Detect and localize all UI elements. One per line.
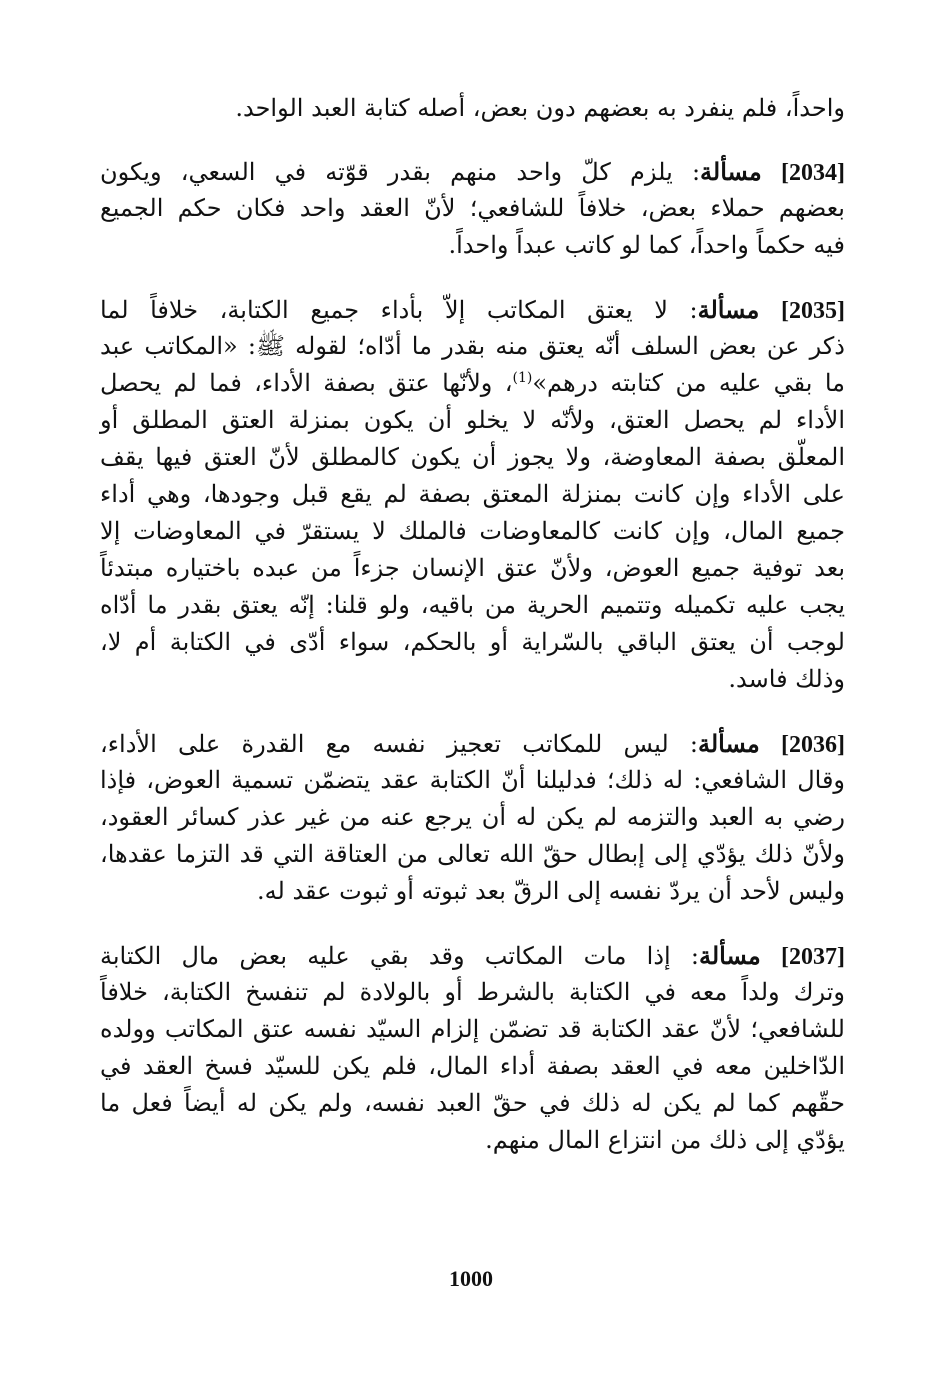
- text-line: على الأداء وإن كانت بمنزلة المعتق بصفة لم يقع قبل وجودها، وهي أداء: [100, 480, 845, 508]
- text-line: [100, 937, 845, 974]
- page-body: [100, 90, 845, 1186]
- text-line: رضي به العبد والتزمه لم يكن له أن يرجع عنه من غير عذر كسائر العقود،: [100, 803, 845, 831]
- text-line: يؤدّي إلى ذلك من انتزاع المال منهم.: [485, 1126, 845, 1154]
- issue-text: : لا يعتق المكاتب إلاّ بأداء جميع الكتابة، خلافاً لما: [100, 296, 698, 324]
- page-number: 1000: [449, 1266, 493, 1291]
- issue-number: [2035]: [781, 298, 845, 324]
- text-line: الدّاخلين معه في العقد بصفة أداء المال، فلم يكن للسيّد فسخ العقد في: [100, 1052, 845, 1080]
- text-line: وليس لأحد أن يردّ نفسه إلى الرقّ بعد ثبوته أو ثبوت عقد له.: [257, 877, 845, 905]
- issue-number: [2037]: [781, 944, 845, 970]
- text-line: فيه حكماً واحداً، كما لو كاتب عبداً واحداً.: [448, 231, 845, 259]
- text-line: واحداً، فلم ينفرد به بعضهم دون بعض، أصله كتابة العبد الواحد.: [235, 94, 845, 122]
- text-line: جميع المال، وإن كانت كالمعاوضات فالملك لا يستقرّ في المعاوضات إلا: [100, 517, 845, 545]
- text-line: بعد توفية جميع العوض، ولأنّ عتق الإنسان جزءاً من عبده باختياره مبتدئاً: [100, 554, 845, 582]
- issue-2035: [100, 291, 845, 698]
- issue-text: : ليس للمكاتب تعجيز نفسه مع القدرة على الأداء،: [100, 730, 698, 758]
- text-line: يجب عليه تكميله وتتميم الحرية من باقيه، ولو قلنا: إنّه يعتق بقدر ما أدّاه: [100, 591, 845, 619]
- issue-text: : يلزم كلّ واحد منهم بقدر قوّته في السعي، ويكون: [100, 158, 701, 186]
- issue-keyword: مسألة: [699, 941, 761, 970]
- text-line: وذلك فاسد.: [728, 665, 845, 693]
- issue-keyword: مسألة: [697, 295, 760, 324]
- text-line: وقال الشافعي: له ذلك؛ فدليلنا أنّ الكتابة عقد يتضمّن تسمية العوض، فإذا: [100, 766, 846, 794]
- issue-number: [2036]: [781, 732, 845, 758]
- text-line: [100, 153, 845, 190]
- text-line: ذكر عن بعض السلف أنّه يعتق منه بقدر ما أدّاه؛ لقوله ﷺ: «المكاتب عبد: [100, 332, 845, 360]
- text-line: [100, 725, 845, 762]
- text-line: المعلّق بصفة المعاوضة، ولا يجوز أن يكون كالمطلق لأنّ العتق فيها يقف: [100, 443, 845, 471]
- text-line: ولأنّ ذلك يؤدّي إلى إبطال حقّ الله تعالى من العتاقة التي قد التزما عقدها،: [100, 840, 846, 868]
- issue-2036: [100, 725, 845, 910]
- text-line: وترك ولداً معه في الكتابة بالشرط أو بالولادة لم تنفسخ الكتابة، خلافاً: [100, 978, 845, 1006]
- issue-text: ، ولأنّها عتق بصفة الأداء، فما لم يحصل: [100, 369, 513, 397]
- text-line: لوجب أن يعتق الباقي بالسّراية أو بالحكم، سواء أدّى في الكتابة أم لا،: [100, 628, 845, 656]
- issue-2034: [100, 153, 845, 264]
- issue-text: : إذا مات المكاتب وقد بقي عليه بعض مال الكتابة: [100, 942, 699, 970]
- hadith-quote: ما بقي عليه من كتابته درهم»: [532, 369, 846, 397]
- issue-number: [2034]: [780, 160, 845, 186]
- intro-paragraph: [100, 90, 845, 127]
- issue-2037: [100, 937, 845, 1159]
- issue-keyword: مسألة: [700, 157, 762, 186]
- text-line: حقّهم كما لم يكن له ذلك في حقّ العبد نفسه، ولم يكن له أيضاً فعل ما: [100, 1089, 845, 1117]
- text-line: للشافعي؛ لأنّ عقد الكتابة قد تضمّن إلزام السيّد نفسه عتق المكاتب وولده: [100, 1015, 845, 1043]
- issue-keyword: مسألة: [697, 729, 760, 758]
- text-line: [100, 291, 845, 328]
- text-line: [100, 365, 845, 402]
- text-line: بعضهم حملاء بعض، خلافاً للشافعي؛ لأنّ العقد واحد فكان حكم الجميع: [100, 194, 845, 222]
- text-line: الأداء لم يحصل العتق، ولأنّه لا يخلو أن يكون بمنزلة العتق المطلق أو: [100, 406, 845, 434]
- footnote-reference[interactable]: (1): [512, 370, 533, 386]
